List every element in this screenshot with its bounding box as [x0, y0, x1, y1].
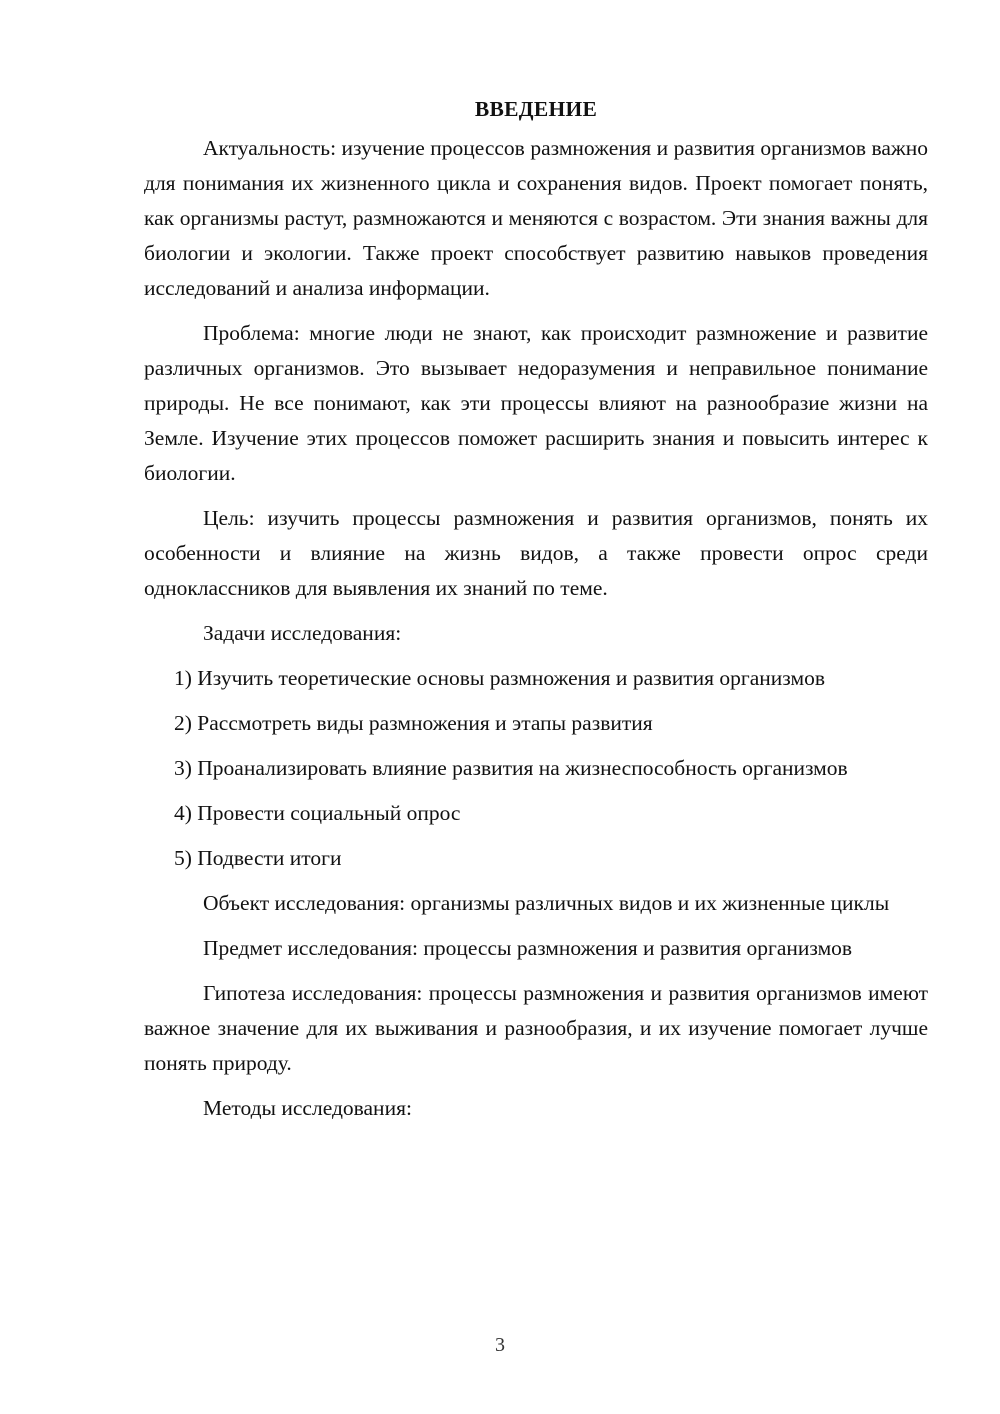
methods-label: Методы исследования: — [203, 1096, 412, 1120]
task-item-1: 1) Изучить теоретические основы размножения и развития организмов — [174, 666, 825, 690]
task-item-4: 4) Провести социальный опрос — [174, 801, 461, 825]
paragraph-problem: Проблема: многие люди не знают, как происходит размножение и развитие различных организмов. Это вызывает недоразумения и неправильное понимание природы. Не все понимают, как эти процессы влияют на разнообразие жизни на Земле. Изучение этих процессов поможет расширить знания и повысить интерес к биологии. — [144, 321, 928, 485]
paragraph-hypothesis: Гипотеза исследования: процессы размножения и развития организмов имеют важное значение для их выживания и разнообразия, и их изучение помогает лучше понять природу. — [144, 981, 928, 1075]
page-number: 3 — [495, 1334, 505, 1356]
paragraph-object: Объект исследования: организмы различных видов и их жизненные циклы — [203, 891, 890, 915]
task-item-3: 3) Проанализировать влияние развития на жизнеспособность организмов — [174, 756, 848, 780]
task-item-2: 2) Рассмотреть виды размножения и этапы развития — [174, 711, 653, 735]
tasks-label: Задачи исследования: — [203, 621, 402, 645]
paragraph-relevance: Актуальность: изучение процессов размножения и развития организмов важно для понимания их жизненного цикла и сохранения видов. Проект помогает понять, как организмы растут, размножаются и меняются с возрастом. Эти знания важны для биологии и экологии. Также проект способствует развитию навыков проведения исследований и анализа информации. — [144, 136, 928, 300]
page-content — [144, 92, 928, 1136]
paragraph-goal: Цель: изучить процессы размножения и развития организмов, понять их особенности и влияние на жизнь видов, а также провести опрос среди одноклассников для выявления их знаний по теме. — [144, 506, 928, 600]
paragraph-subject: Предмет исследования: процессы размножения и развития организмов — [203, 936, 853, 960]
section-heading: ВВЕДЕНИЕ — [474, 97, 598, 121]
task-item-5: 5) Подвести итоги — [174, 846, 342, 870]
